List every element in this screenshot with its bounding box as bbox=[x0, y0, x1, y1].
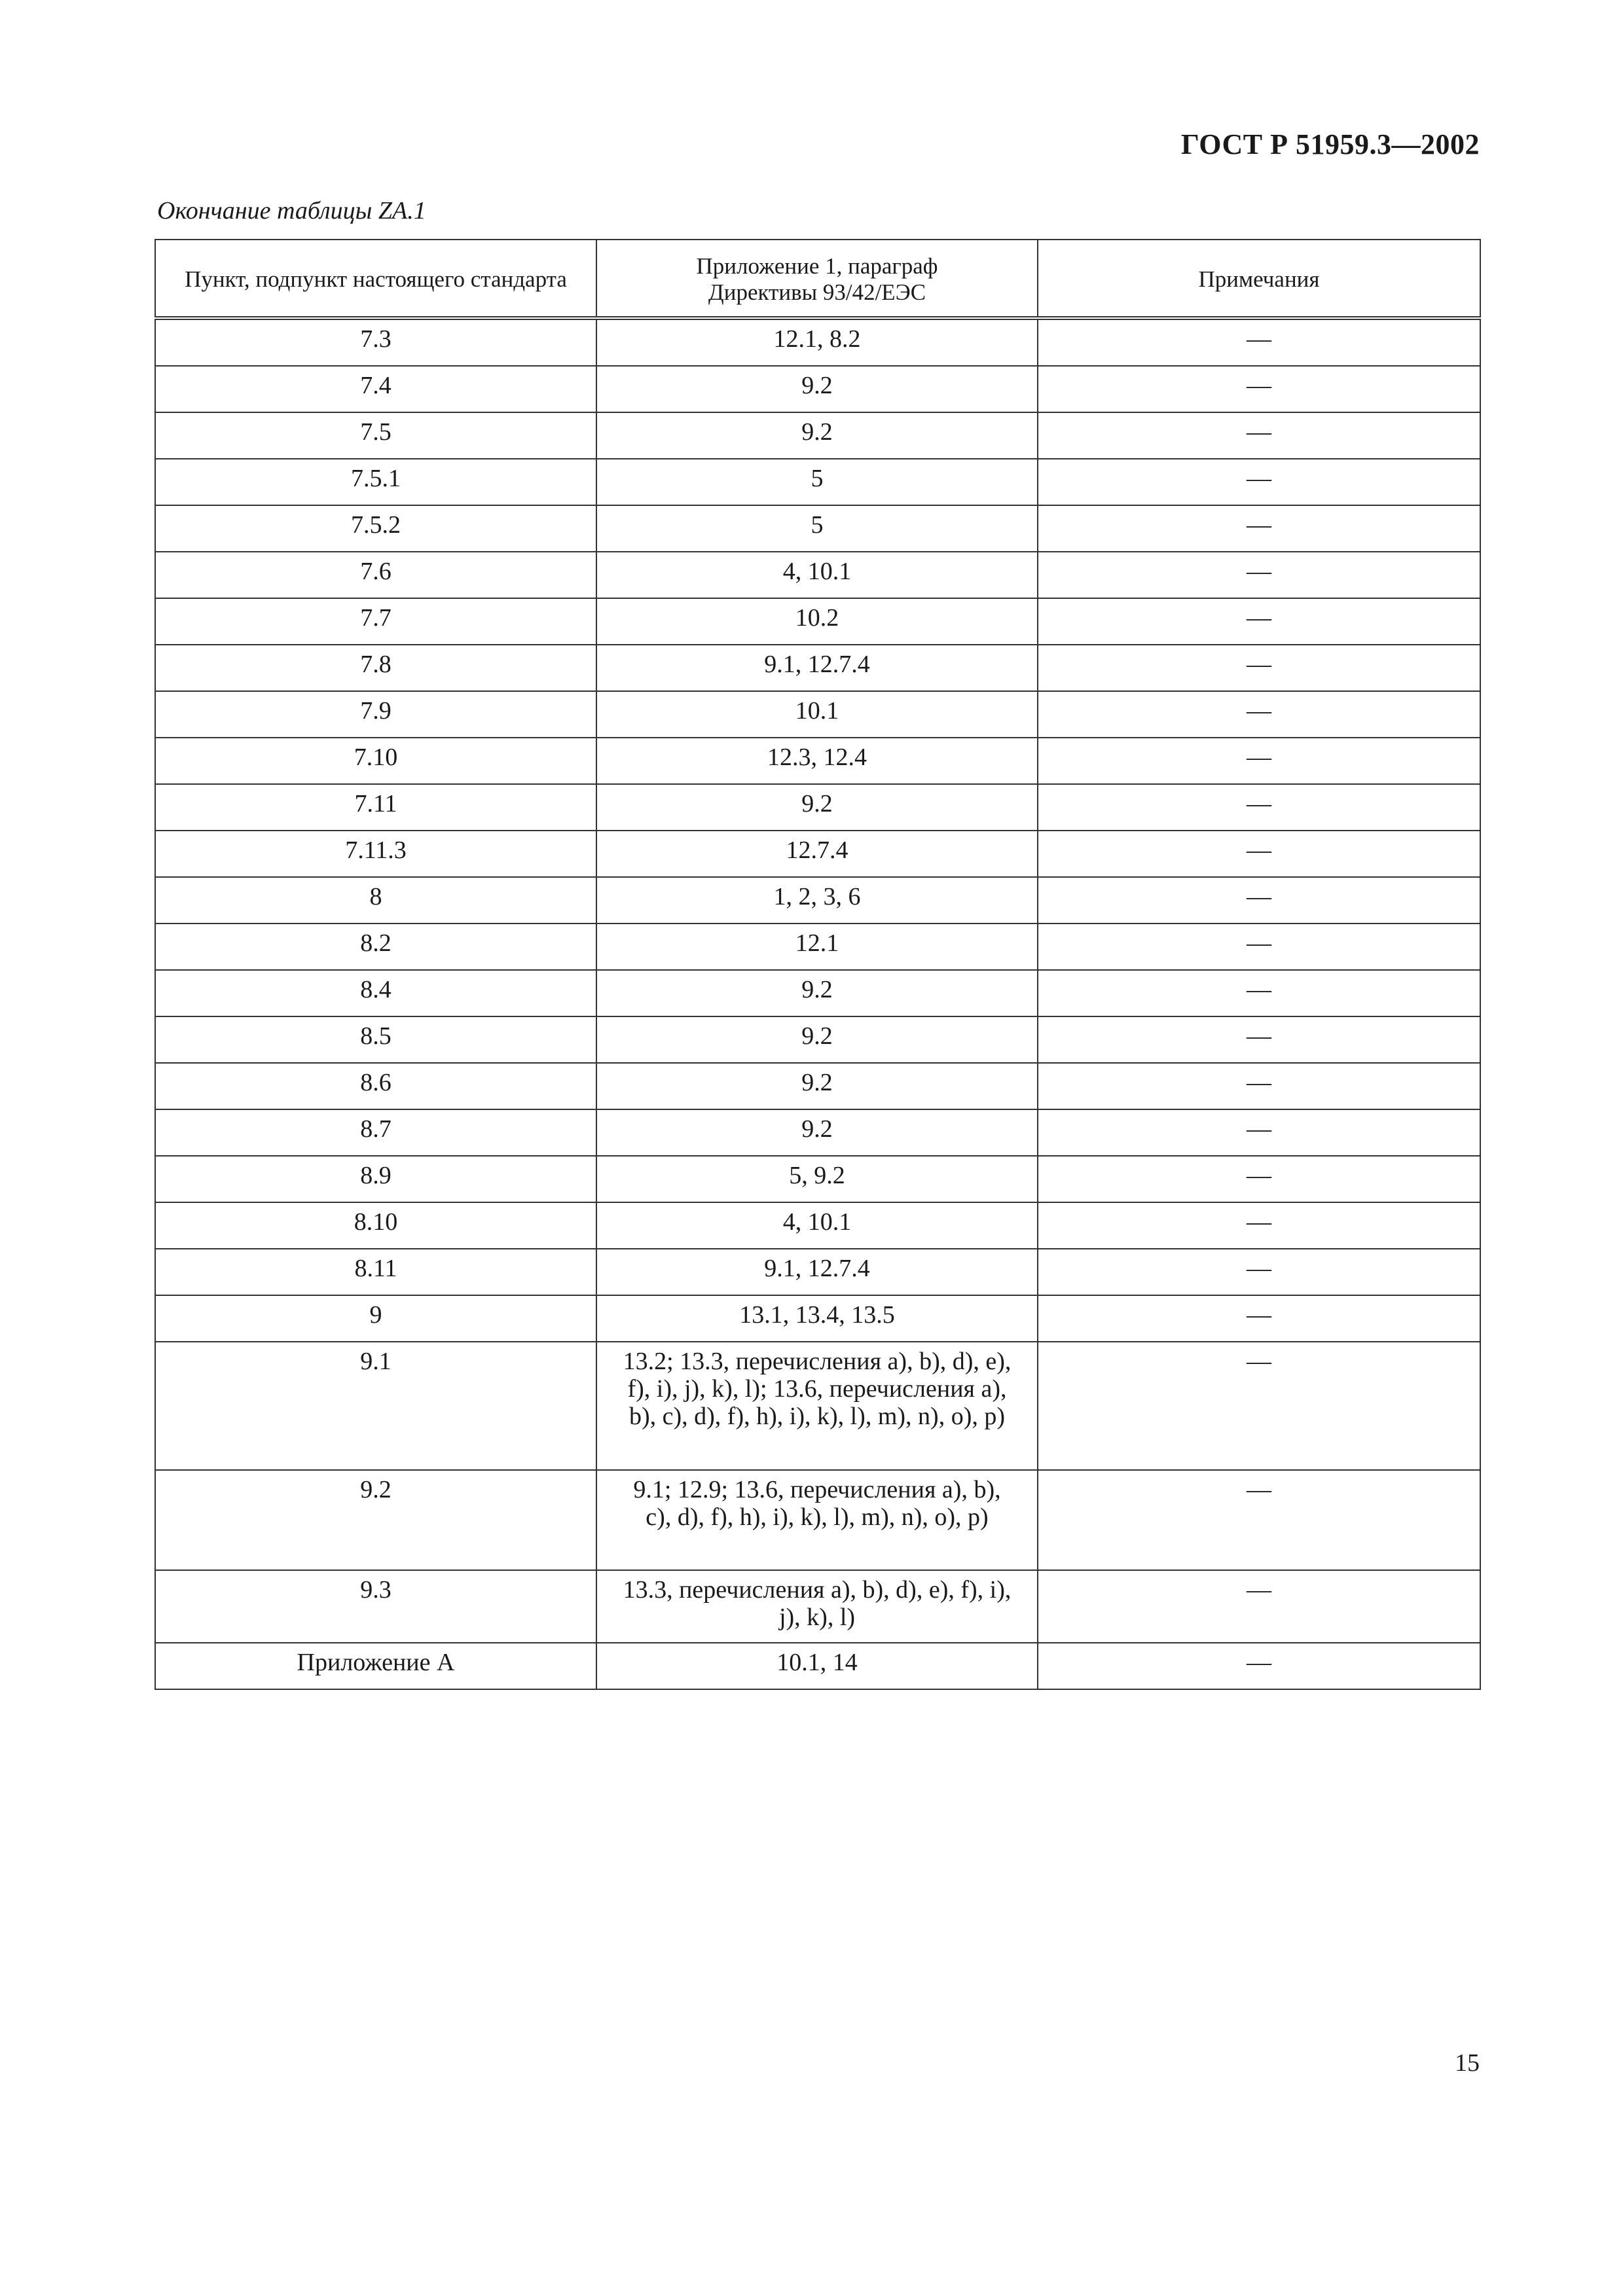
paragraph-cell: 9.2 bbox=[596, 970, 1038, 1016]
clause-cell: Приложение А bbox=[155, 1643, 596, 1689]
paragraph-cell: 9.2 bbox=[596, 366, 1038, 412]
table-row bbox=[155, 1249, 1480, 1295]
note-cell: — bbox=[1038, 970, 1480, 1016]
note-cell: — bbox=[1038, 1109, 1480, 1156]
table-row bbox=[155, 412, 1480, 459]
column-header-paragraph bbox=[596, 240, 1038, 318]
table-row bbox=[155, 1295, 1480, 1342]
note-cell: — bbox=[1038, 552, 1480, 598]
table-row bbox=[155, 1156, 1480, 1202]
table-row bbox=[155, 877, 1480, 924]
table-row bbox=[155, 784, 1480, 831]
note-cell: — bbox=[1038, 412, 1480, 459]
column-header-clause: Пункт, подпункт настоящего стандарта bbox=[155, 240, 596, 318]
clause-cell: 8.7 bbox=[155, 1109, 596, 1156]
paragraph-cell: 10.1 bbox=[596, 691, 1038, 738]
note-cell: — bbox=[1038, 1063, 1480, 1109]
clause-cell: 7.8 bbox=[155, 645, 596, 691]
table-row bbox=[155, 1342, 1480, 1470]
table-row bbox=[155, 691, 1480, 738]
table-body bbox=[155, 318, 1480, 1689]
paragraph-cell: 10.1, 14 bbox=[596, 1643, 1038, 1689]
clause-cell: 7.4 bbox=[155, 366, 596, 412]
paragraph-cell bbox=[596, 1470, 1038, 1570]
column-header-notes: Примечания bbox=[1038, 240, 1480, 318]
paragraph-cell bbox=[596, 1570, 1038, 1643]
paragraph-cell: 1, 2, 3, 6 bbox=[596, 877, 1038, 924]
clause-cell: 7.6 bbox=[155, 552, 596, 598]
clause-cell: 8.2 bbox=[155, 924, 596, 970]
table-header-row bbox=[155, 240, 1480, 318]
clause-cell: 8.6 bbox=[155, 1063, 596, 1109]
clause-cell: 9.2 bbox=[155, 1470, 596, 1570]
note-cell: — bbox=[1038, 1470, 1480, 1570]
paragraph-cell: 5 bbox=[596, 505, 1038, 552]
clause-cell: 8.9 bbox=[155, 1156, 596, 1202]
clause-cell: 7.5.2 bbox=[155, 505, 596, 552]
clause-cell: 8.10 bbox=[155, 1202, 596, 1249]
table-row bbox=[155, 1063, 1480, 1109]
clause-cell: 7.10 bbox=[155, 738, 596, 784]
paragraph-cell: 4, 10.1 bbox=[596, 552, 1038, 598]
clause-correspondence-table bbox=[155, 239, 1481, 1690]
table-row bbox=[155, 645, 1480, 691]
clause-cell: 7.5.1 bbox=[155, 459, 596, 505]
clause-cell: 8.5 bbox=[155, 1016, 596, 1063]
clause-cell: 9.3 bbox=[155, 1570, 596, 1643]
paragraph-cell bbox=[596, 1342, 1038, 1470]
page-number: 15 bbox=[1455, 2049, 1480, 2077]
note-cell: — bbox=[1038, 877, 1480, 924]
paragraph-cell: 5, 9.2 bbox=[596, 1156, 1038, 1202]
paragraph-cell: 13.1, 13.4, 13.5 bbox=[596, 1295, 1038, 1342]
clause-cell: 7.11 bbox=[155, 784, 596, 831]
paragraph-text: 13.2; 13.3, перечисления a), b), d), e), f), i), j), k), l); 13.6, перечисления a), b), c), d), f), h), i), k), l), m), n), o), p) bbox=[623, 1348, 1012, 1430]
table-row bbox=[155, 831, 1480, 877]
paragraph-cell: 9.2 bbox=[596, 1063, 1038, 1109]
paragraph-text: 9.1; 12.9; 13.6, перечисления a), b), c), d), f), h), i), k), l), m), n), o), p) bbox=[633, 1476, 1001, 1531]
document-code: ГОСТ Р 51959.3—2002 bbox=[1180, 128, 1480, 160]
paragraph-cell: 9.2 bbox=[596, 1109, 1038, 1156]
note-cell: — bbox=[1038, 1016, 1480, 1063]
note-cell: — bbox=[1038, 366, 1480, 412]
clause-cell: 8.4 bbox=[155, 970, 596, 1016]
note-cell: — bbox=[1038, 598, 1480, 645]
note-cell: — bbox=[1038, 1342, 1480, 1470]
note-cell: — bbox=[1038, 1202, 1480, 1249]
clause-cell: 9 bbox=[155, 1295, 596, 1342]
paragraph-cell: 9.2 bbox=[596, 412, 1038, 459]
table-row bbox=[155, 1643, 1480, 1689]
note-cell: — bbox=[1038, 318, 1480, 366]
note-cell: — bbox=[1038, 645, 1480, 691]
note-cell: — bbox=[1038, 1156, 1480, 1202]
paragraph-cell: 12.1 bbox=[596, 924, 1038, 970]
paragraph-cell: 12.3, 12.4 bbox=[596, 738, 1038, 784]
table-row bbox=[155, 459, 1480, 505]
column-header-paragraph-text: Приложение 1, параграф Директивы 93/42/ЕЭС bbox=[696, 253, 938, 305]
note-cell: — bbox=[1038, 1295, 1480, 1342]
paragraph-cell: 9.2 bbox=[596, 1016, 1038, 1063]
table-row bbox=[155, 318, 1480, 366]
note-cell: — bbox=[1038, 924, 1480, 970]
table-row bbox=[155, 598, 1480, 645]
table-row bbox=[155, 505, 1480, 552]
note-cell: — bbox=[1038, 691, 1480, 738]
paragraph-cell: 12.7.4 bbox=[596, 831, 1038, 877]
paragraph-cell: 10.2 bbox=[596, 598, 1038, 645]
paragraph-text: 13.3, перечисления a), b), d), e), f), i), j), k), l) bbox=[623, 1576, 1012, 1631]
note-cell: — bbox=[1038, 738, 1480, 784]
table-row bbox=[155, 924, 1480, 970]
table-caption: Окончание таблицы ZA.1 bbox=[157, 197, 426, 224]
table-row bbox=[155, 970, 1480, 1016]
note-cell: — bbox=[1038, 505, 1480, 552]
table-row bbox=[155, 552, 1480, 598]
paragraph-cell: 9.2 bbox=[596, 784, 1038, 831]
clause-cell: 7.11.3 bbox=[155, 831, 596, 877]
note-cell: — bbox=[1038, 784, 1480, 831]
clause-cell: 7.5 bbox=[155, 412, 596, 459]
paragraph-cell: 4, 10.1 bbox=[596, 1202, 1038, 1249]
note-cell: — bbox=[1038, 831, 1480, 877]
table-row bbox=[155, 738, 1480, 784]
paragraph-cell: 9.1, 12.7.4 bbox=[596, 645, 1038, 691]
note-cell: — bbox=[1038, 459, 1480, 505]
clause-cell: 9.1 bbox=[155, 1342, 596, 1470]
table-row bbox=[155, 1202, 1480, 1249]
table-row bbox=[155, 1570, 1480, 1643]
note-cell: — bbox=[1038, 1643, 1480, 1689]
table-row bbox=[155, 1016, 1480, 1063]
note-cell: — bbox=[1038, 1249, 1480, 1295]
table-row bbox=[155, 366, 1480, 412]
clause-cell: 7.7 bbox=[155, 598, 596, 645]
paragraph-cell: 12.1, 8.2 bbox=[596, 318, 1038, 366]
clause-cell: 8 bbox=[155, 877, 596, 924]
clause-cell: 7.9 bbox=[155, 691, 596, 738]
note-cell: — bbox=[1038, 1570, 1480, 1643]
clause-cell: 7.3 bbox=[155, 318, 596, 366]
clause-cell: 8.11 bbox=[155, 1249, 596, 1295]
table-row bbox=[155, 1109, 1480, 1156]
table-row bbox=[155, 1470, 1480, 1570]
paragraph-cell: 5 bbox=[596, 459, 1038, 505]
paragraph-cell: 9.1, 12.7.4 bbox=[596, 1249, 1038, 1295]
